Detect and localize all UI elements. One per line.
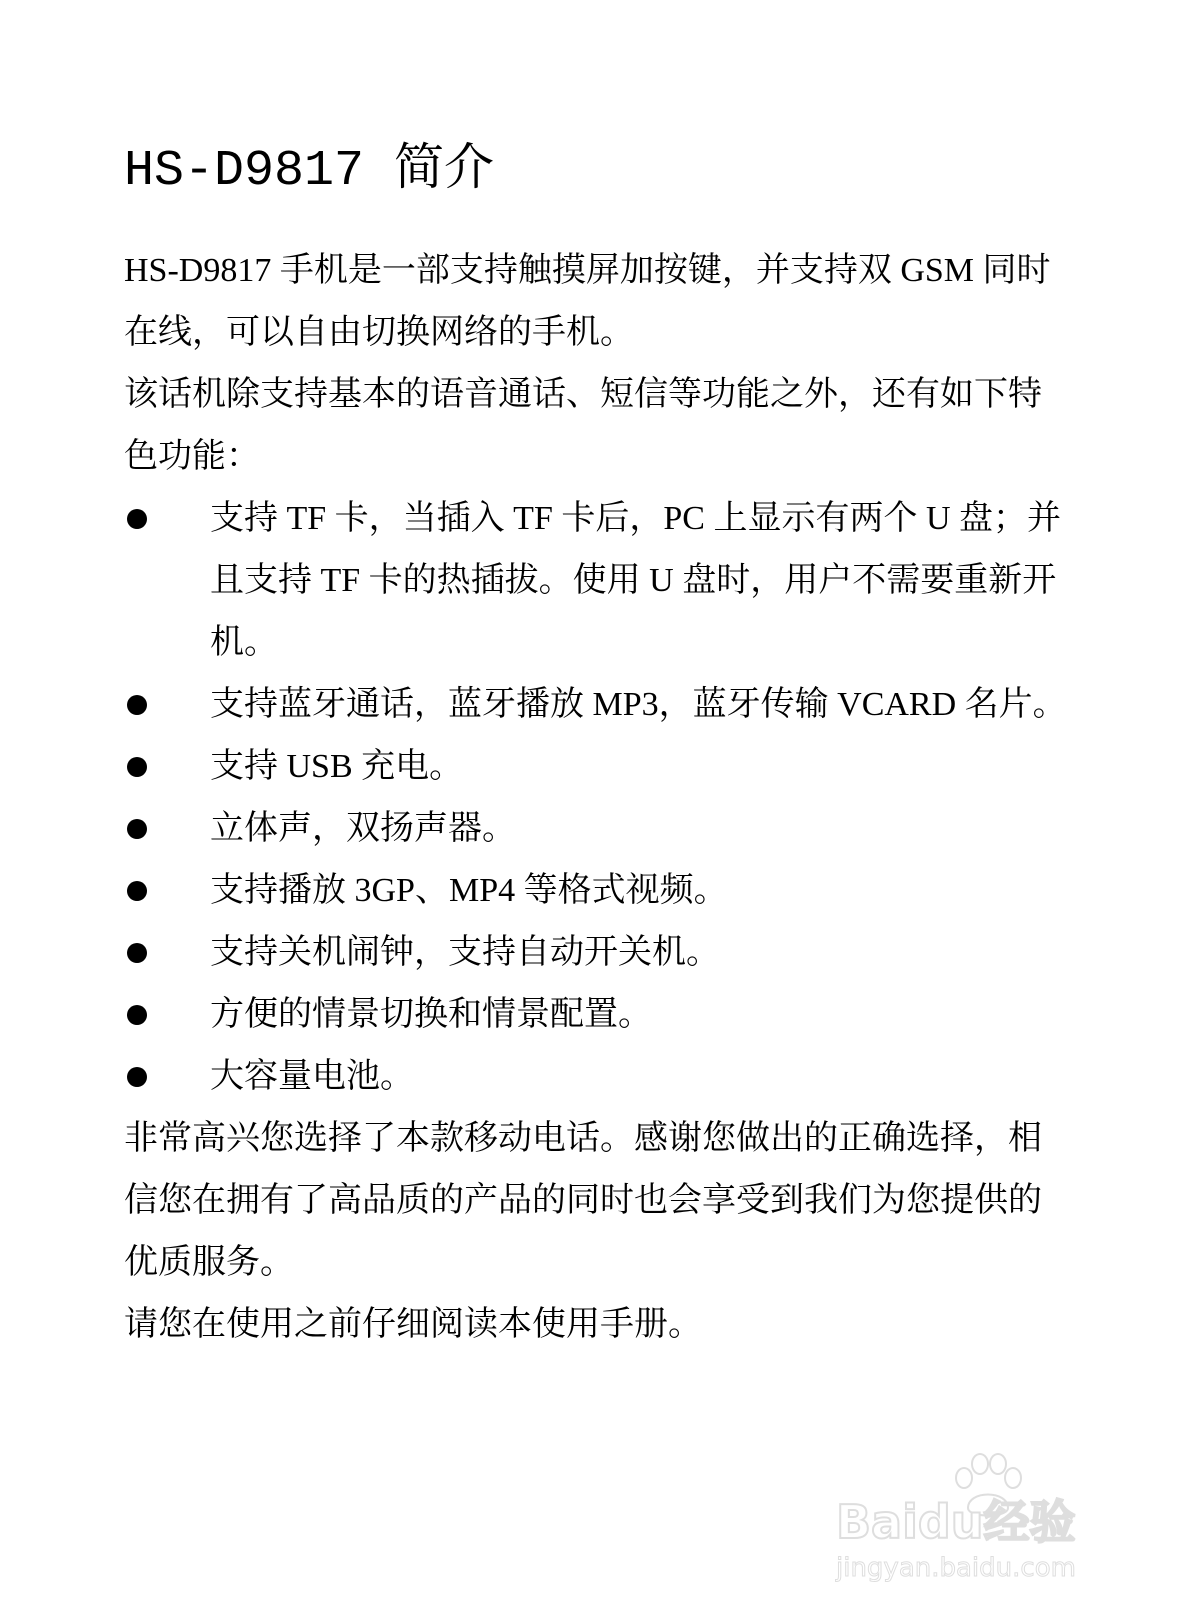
feature-list: [124, 488, 1074, 1108]
feature-text: 支持 TF 卡，当插入 TF 卡后，PC 上显示有两个 U 盘；并且支持 TF 卡的热插拔。使用 U 盘时，用户不需要重新开机。: [210, 500, 1061, 661]
bullet-icon: [127, 819, 147, 839]
feature-item: [124, 488, 1074, 674]
bullet-icon: [127, 1005, 147, 1025]
feature-text: 方便的情景切换和情景配置。: [210, 996, 652, 1033]
intro-paragraph: HS-D9817 手机是一部支持触摸屏加按键，并支持双 GSM 同时在线，可以自由切换网络的手机。: [124, 252, 1051, 351]
bullet-icon: [127, 757, 147, 777]
feature-item: [124, 798, 1074, 860]
watermark-url: jingyan.baidu.com: [836, 1553, 1076, 1583]
bullet-icon: [127, 1067, 147, 1087]
bullet-icon: [127, 943, 147, 963]
closing-paragraph: 非常高兴您选择了本款移动电话。感谢您做出的正确选择，相信您在拥有了高品质的产品的同时也会享受到我们为您提供的优质服务。: [124, 1120, 1042, 1281]
feature-text: 大容量电池。: [210, 1058, 414, 1095]
feature-item: [124, 736, 1074, 798]
bullet-icon: [127, 881, 147, 901]
baidu-watermark: [836, 1450, 1136, 1590]
feature-text: 支持 USB 充电。: [210, 748, 464, 785]
feature-text: 支持播放 3GP、MP4 等格式视频。: [210, 872, 728, 909]
feature-item: [124, 922, 1074, 984]
bullet-icon: [127, 509, 147, 529]
feature-item: [124, 984, 1074, 1046]
feature-text: 支持蓝牙通话，蓝牙播放 MP3，蓝牙传输 VCARD 名片。: [210, 686, 1067, 723]
feature-item: [124, 674, 1074, 736]
feature-text: 支持关机闹钟，支持自动开关机。: [210, 934, 720, 971]
feature-item: [124, 860, 1074, 922]
watermark-brand: Baidu经验: [836, 1495, 1076, 1549]
feature-text: 立体声，双扬声器。: [210, 810, 516, 847]
document-body: [124, 240, 1074, 1356]
intro-paragraph: 该话机除支持基本的语音通话、短信等功能之外，还有如下特色功能：: [124, 376, 1042, 475]
closing-paragraph: 请您在使用之前仔细阅读本使用手册。: [124, 1306, 702, 1343]
page-title: HS-D9817 简介: [124, 143, 495, 200]
bullet-icon: [127, 695, 147, 715]
feature-item: [124, 1046, 1074, 1108]
